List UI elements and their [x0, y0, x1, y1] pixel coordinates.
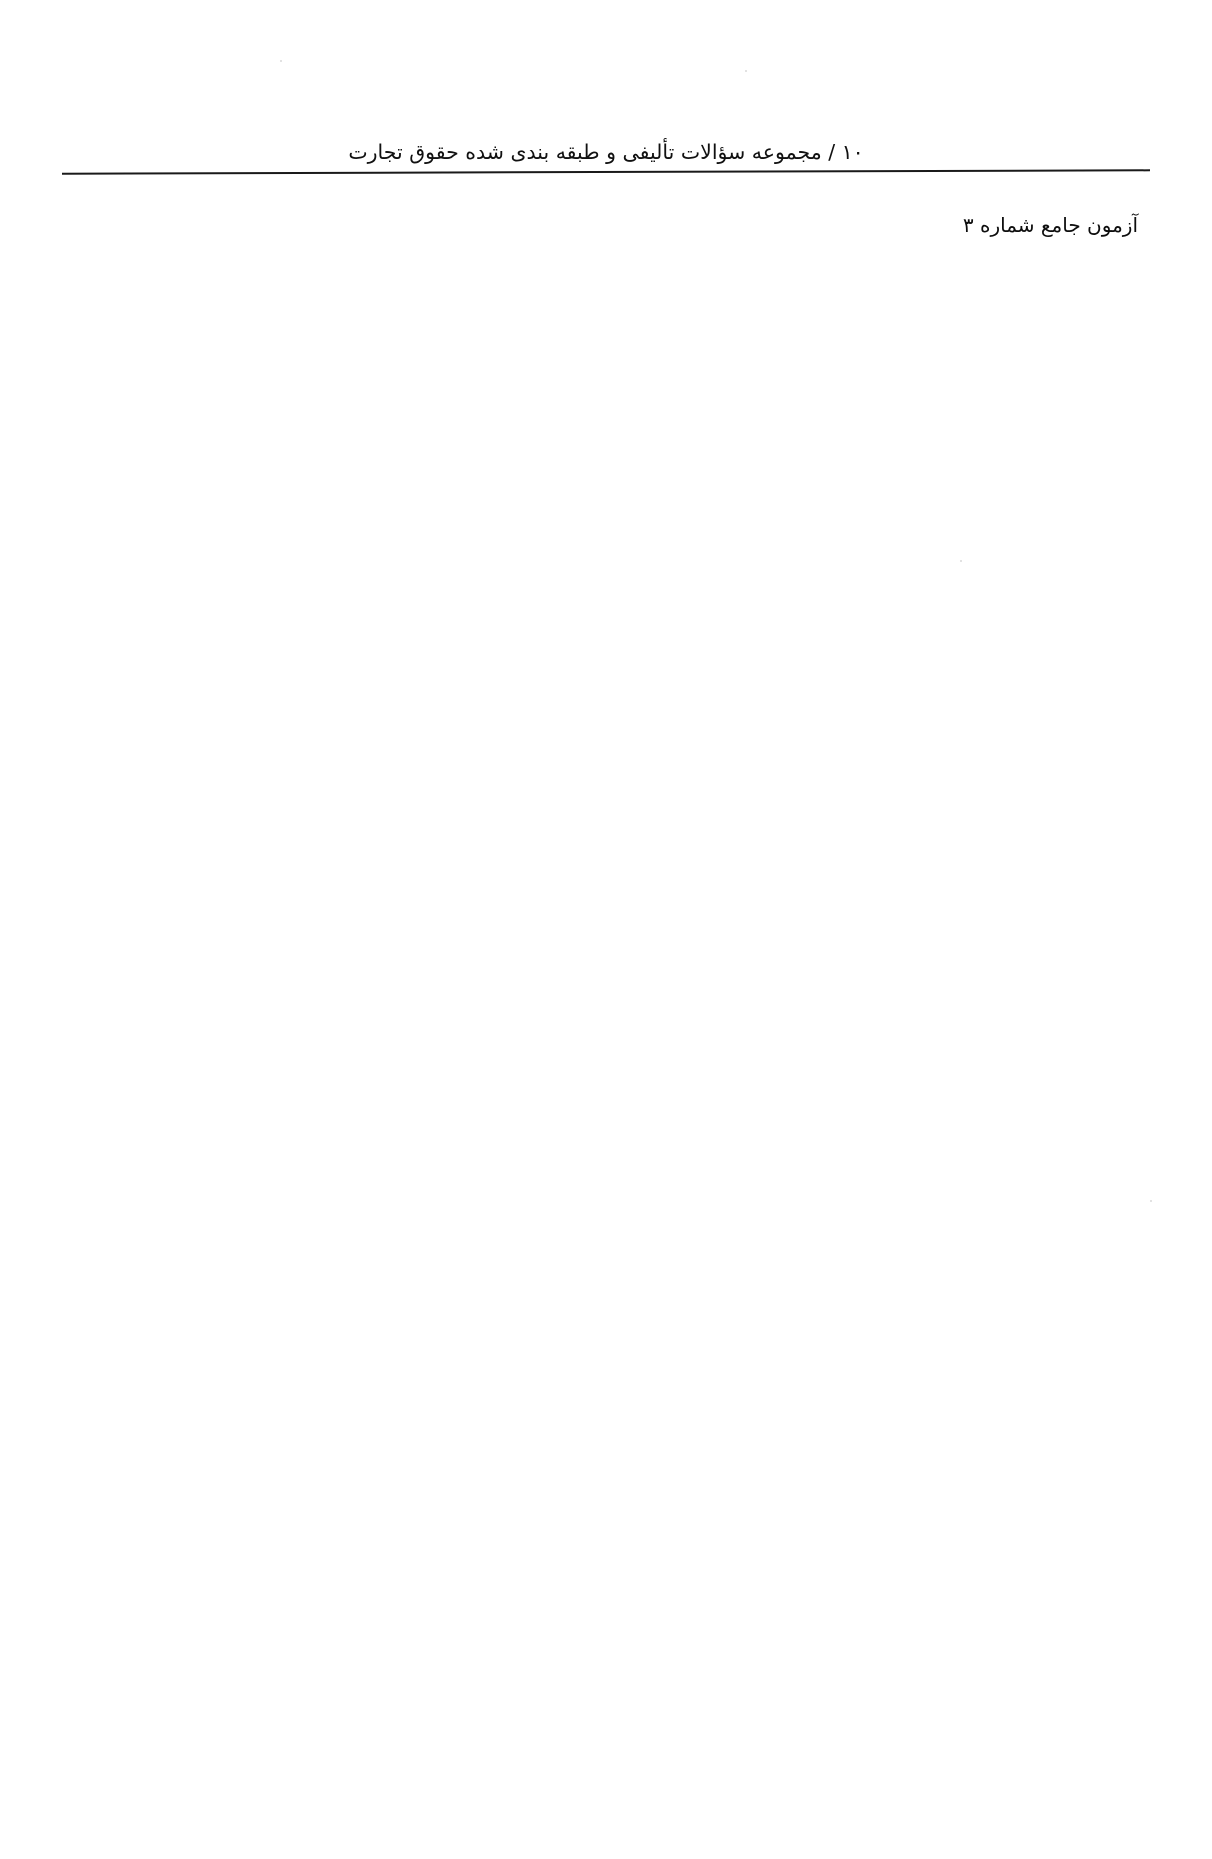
- running-header: ۱۰ / مجموعه سؤالات تألیفی و طبقه بندی شده حقوق تجارت: [348, 140, 864, 164]
- toc-row[interactable]: [50, 213, 1150, 1859]
- toc-page-number: [0, 213, 953, 1859]
- toc-exam-list: [62, 213, 1150, 1859]
- page-content: [62, 140, 1150, 1859]
- toc-label: آزمون جامع شماره ۳: [962, 213, 1138, 237]
